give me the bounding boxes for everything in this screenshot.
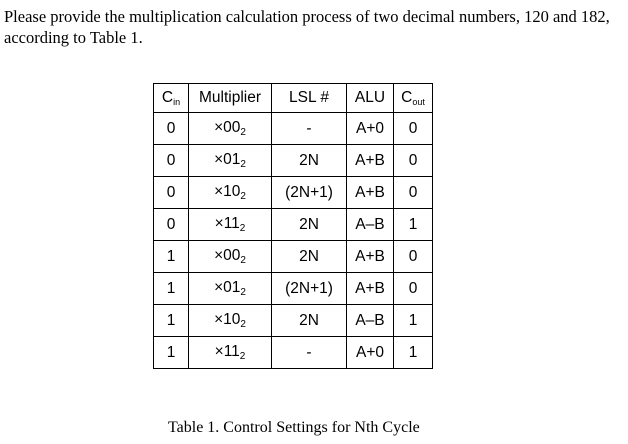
cell-cin: 1 [154, 241, 189, 273]
cell-alu: A–B [347, 209, 394, 241]
cell-multiplier: $\times 00_2$ [189, 113, 272, 145]
cell-multiplier: $\times 00_2$ [189, 241, 272, 273]
cell-alu: A+B [347, 177, 394, 209]
cell-multiplier: $\times 11_2$ [189, 337, 272, 369]
cell-cin: 0 [154, 113, 189, 145]
cell-cout: 0 [394, 177, 433, 209]
cell-cin: 0 [154, 209, 189, 241]
cell-cin: 1 [154, 273, 189, 305]
header-cout: $C_{out}$ [394, 84, 433, 113]
cell-alu: A+B [347, 145, 394, 177]
table-caption: Table 1. Control Settings for Nth Cycle [168, 419, 420, 436]
cell-cout: 1 [394, 337, 433, 369]
cell-multiplier: $\times 01_2$ [189, 273, 272, 305]
cell-cout: 0 [394, 241, 433, 273]
control-settings-table [153, 83, 433, 369]
cell-cout: 1 [394, 305, 433, 337]
table-row [154, 337, 433, 369]
cell-lsl: 2N [272, 241, 347, 273]
cell-lsl: (2N+1) [272, 273, 347, 305]
cell-lsl: - [272, 337, 347, 369]
header-lsl: LSL # [272, 84, 347, 113]
question-line-1: Please provide the multiplication calculation process of two decimal numbers, 120 and 182, [4, 7, 610, 26]
question-text [4, 6, 624, 48]
cell-cin: 1 [154, 337, 189, 369]
cell-cout: 0 [394, 273, 433, 305]
cell-cout: 0 [394, 113, 433, 145]
cell-lsl: (2N+1) [272, 177, 347, 209]
cell-lsl: 2N [272, 145, 347, 177]
cell-cout: 0 [394, 145, 433, 177]
cell-cin: 0 [154, 145, 189, 177]
cell-alu: A+B [347, 241, 394, 273]
table-row [154, 209, 433, 241]
cell-multiplier: $\times 11_2$ [189, 209, 272, 241]
cell-multiplier: $\times 10_2$ [189, 177, 272, 209]
table-row [154, 177, 433, 209]
table-row [154, 145, 433, 177]
cell-alu: A+B [347, 273, 394, 305]
table-row [154, 305, 433, 337]
table-row [154, 273, 433, 305]
cell-alu: A+0 [347, 113, 394, 145]
control-settings-table-wrap [153, 83, 433, 369]
question-line-2: according to Table 1. [4, 28, 143, 47]
cell-cin: 1 [154, 305, 189, 337]
table-row [154, 241, 433, 273]
table-row [154, 113, 433, 145]
cell-lsl: 2N [272, 209, 347, 241]
cell-multiplier: $\times 10_2$ [189, 305, 272, 337]
cell-alu: A–B [347, 305, 394, 337]
cell-multiplier: $\times 01_2$ [189, 145, 272, 177]
header-cin: $C_{in}$ [154, 84, 189, 113]
cell-cout: 1 [394, 209, 433, 241]
cell-lsl: 2N [272, 305, 347, 337]
table-header-row [154, 84, 433, 113]
header-multiplier: Multiplier [189, 84, 272, 113]
cell-cin: 0 [154, 177, 189, 209]
cell-lsl: - [272, 113, 347, 145]
header-alu: ALU [347, 84, 394, 113]
cell-alu: A+0 [347, 337, 394, 369]
